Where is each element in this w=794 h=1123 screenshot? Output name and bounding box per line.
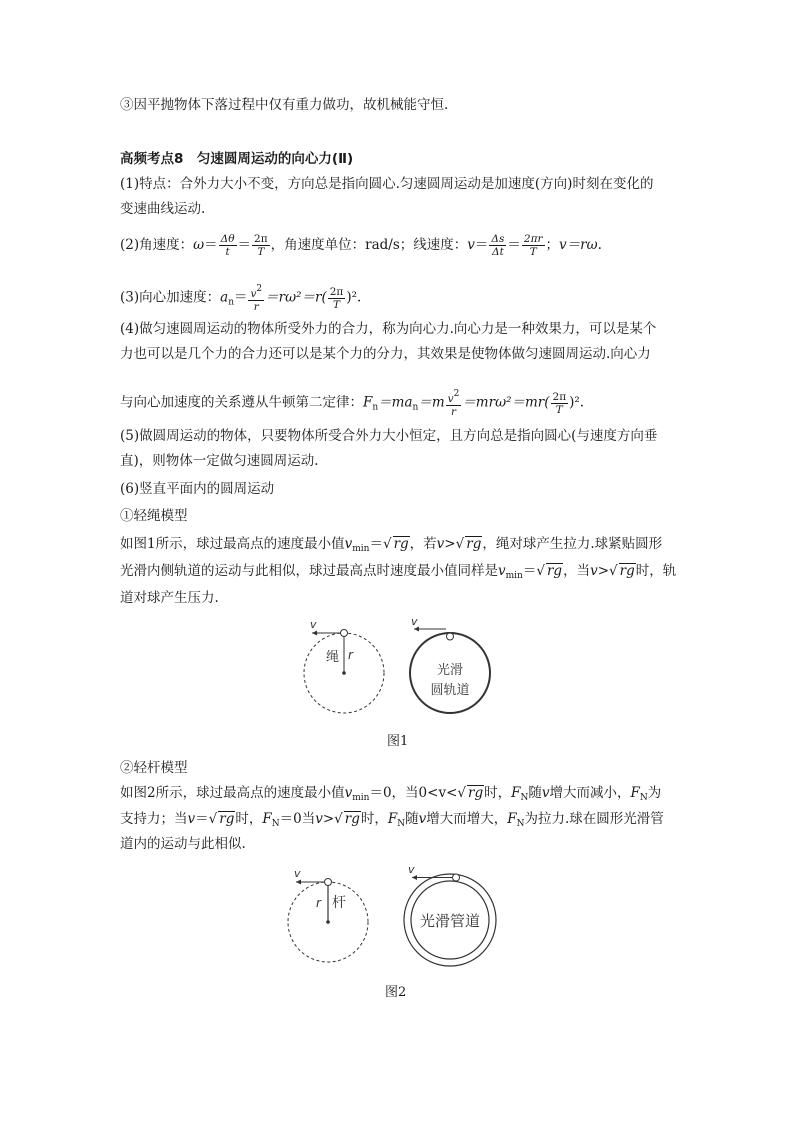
para-1-line-1: (1)特点：合外力大小不变，方向总是指向圆心.匀速圆周运动是加速度(方向)时刻在变化的 xyxy=(120,176,654,192)
text: 如图1所示，球过最高点的速度最小值 xyxy=(120,536,345,552)
F: F xyxy=(511,785,521,801)
fraction-2pi-T xyxy=(551,391,569,416)
fig2-v-right: v xyxy=(408,863,415,876)
fig2-r-label: r xyxy=(316,896,321,910)
text: 时，轨 xyxy=(635,563,677,579)
numerator: Δθ xyxy=(220,233,235,245)
v-greater: v> xyxy=(315,811,335,827)
text: ，绳对球产生拉力.球紧贴圆形 xyxy=(482,536,663,552)
text: 时， xyxy=(235,811,263,827)
label: (2)角速度： xyxy=(120,237,194,253)
v: v xyxy=(467,237,475,253)
para-2-angular-velocity xyxy=(120,233,680,258)
denominator: T xyxy=(257,246,265,258)
square: 2 xyxy=(256,284,263,294)
equals: ＝ xyxy=(195,811,209,827)
subscript-N: N xyxy=(271,819,280,829)
subscript-min: min xyxy=(352,544,370,554)
para-3-centripetal-acceleration xyxy=(120,283,680,313)
arrow-head xyxy=(296,880,301,885)
text: 时， xyxy=(360,811,388,827)
denominator: Δt xyxy=(491,246,504,258)
sqrt-rg: rg xyxy=(468,785,484,801)
numerator: 2π xyxy=(254,233,268,245)
sqrt-rg: rg xyxy=(219,811,235,827)
denominator: T xyxy=(529,246,537,258)
text: 为拉力.球在圆形光滑管 xyxy=(524,811,664,827)
model-1-title: ①轻绳模型 xyxy=(120,508,188,524)
text: 支持力；当 xyxy=(120,811,188,827)
subscript-n: n xyxy=(372,402,379,413)
equals: ＝ xyxy=(204,237,218,253)
unit-text: ，角速度单位：rad/s；线速度： xyxy=(270,237,468,253)
ball xyxy=(325,879,332,886)
v: v xyxy=(187,811,196,827)
text: ，当 xyxy=(563,563,591,579)
omega: ω xyxy=(193,237,205,253)
numerator: 2πr xyxy=(523,233,543,245)
model-2-line-3: 道内的运动与此相似. xyxy=(120,836,246,852)
fraction-2pir-T xyxy=(522,233,545,258)
denominator: T xyxy=(555,403,563,416)
equals: ＝ xyxy=(474,237,489,253)
model-2-line-2: 支持力；当v＝√ rg时，$F_N=0$当v>√ rg时，$F_N$随v增大而增大，$F_N$为拉力.球在圆形光滑管 xyxy=(120,811,664,829)
equals-ma: ＝ma xyxy=(378,394,413,411)
subscript-N: N xyxy=(639,793,648,803)
text: ，若 xyxy=(409,536,437,552)
fig1-r-label: r xyxy=(348,648,353,662)
denominator: T xyxy=(333,298,341,311)
equals-zero: ＝0，当0<v< xyxy=(369,785,458,801)
figure-2 xyxy=(282,862,512,974)
fraction-2pi-T xyxy=(328,286,346,311)
ball xyxy=(341,630,348,637)
para-5-line-1: (5)做圆周运动的物体，只要物体所受合外力大小恒定，且方向总是指向圆心(与速度方向垂 xyxy=(120,428,658,444)
sqrt-rg: rg xyxy=(393,536,409,552)
v: v xyxy=(447,393,454,405)
figure-2-caption: 图2 xyxy=(385,985,407,1000)
square: 2 xyxy=(453,389,460,399)
denominator: r xyxy=(450,406,456,418)
v-greater: v> xyxy=(590,563,610,579)
fig1-rope-label: 绳 xyxy=(326,650,340,665)
fig2-rod-label: 杆 xyxy=(332,895,346,911)
subscript-N: N xyxy=(397,819,406,829)
fig2-tube-label: 光滑管道 xyxy=(419,912,481,930)
sqrt-rg: rg xyxy=(619,563,635,579)
subscript-n: n xyxy=(228,297,234,308)
fig1-v-left: v xyxy=(310,618,317,631)
fraction-ds-dt xyxy=(489,233,506,258)
figure-1 xyxy=(290,615,510,727)
ball xyxy=(453,874,460,881)
equals: ＝ xyxy=(522,563,537,579)
model-2-title: ②轻杆模型 xyxy=(120,760,188,776)
v: v xyxy=(250,288,257,300)
arrow-head xyxy=(312,631,317,636)
equals: ＝ xyxy=(233,289,248,306)
fig1-track-label-1: 光滑 xyxy=(436,663,464,678)
v: v xyxy=(541,785,550,801)
item-3-text: ③因平抛物体下落过程中仅有重力做功，故机械能守恒. xyxy=(120,97,449,113)
text: ＝0当 xyxy=(279,811,316,827)
subscript-N: N xyxy=(520,793,529,803)
text: 为 xyxy=(647,785,662,801)
text: 随 xyxy=(528,785,542,801)
fraction-2pi-T xyxy=(252,233,270,258)
center-dot xyxy=(326,920,330,924)
separator: ； xyxy=(545,237,559,253)
subscript-min: min xyxy=(352,793,370,803)
para-4-line-3 xyxy=(120,388,680,418)
fraction-v2-r xyxy=(446,388,462,418)
para-6: (6)竖直平面内的圆周运动 xyxy=(120,481,275,497)
v: v xyxy=(344,785,353,801)
sqrt-rg: rg xyxy=(344,811,360,827)
v: v xyxy=(344,536,353,552)
para-5-line-2: 直)，则物体一定做匀速圆周运动. xyxy=(120,453,319,469)
denominator: r xyxy=(253,301,259,313)
ball xyxy=(447,633,454,640)
fraction-v2-r xyxy=(248,283,264,313)
fig1-track-label-2: 圆轨道 xyxy=(430,683,470,698)
v-greater: v> xyxy=(436,536,456,552)
para-4-line-1: (4)做匀速圆周运动的物体所受外力的合力，称为向心力.向心力是一种效果力，可以是某个 xyxy=(120,321,657,337)
a: a xyxy=(220,289,229,306)
v-equals-r-omega: v＝rω xyxy=(559,237,598,253)
text: 随 xyxy=(405,811,419,827)
sqrt-rg: rg xyxy=(546,563,563,579)
model-2-line-1: 如图2所示，球过最高点的速度最小值$v_{min}=0$，当0<v<√ rg时，$F_N$随v增大而减小，$F_N$为 xyxy=(120,785,662,803)
equals: ＝ xyxy=(237,237,252,253)
end: )². xyxy=(346,289,362,306)
para-1-line-2: 变速曲线运动. xyxy=(120,201,206,217)
subscript-N: N xyxy=(516,819,525,829)
period: . xyxy=(597,237,602,253)
model-1-line-3: 道对球产生压力. xyxy=(120,590,219,606)
equals: ＝ xyxy=(369,536,383,552)
v: v xyxy=(418,811,427,827)
denominator: t xyxy=(225,246,230,258)
numerator: 2π xyxy=(329,285,344,298)
fig2-v-left: v xyxy=(294,867,301,880)
text: 光滑内侧轨道的运动与此相似，球过最高点时速度最小值同样是 xyxy=(120,563,498,579)
model-1-line-2: 光滑内侧轨道的运动与此相似，球过最高点时速度最小值同样是$v_{min}=√$ rg，当v>√ rg时，轨 xyxy=(120,563,677,581)
para-4-line-2: 力也可以是几个力的合力还可以是某个力的分力，其效果是使物体做匀速圆周运动.向心力 xyxy=(120,346,651,362)
figure-1-caption: 图1 xyxy=(387,734,409,749)
middle-expression: ＝mrω²＝mr( xyxy=(462,394,550,411)
label: 与向心加速度的关系遵从牛顿第二定律： xyxy=(120,394,363,411)
label: (3)向心加速度： xyxy=(120,289,221,306)
subscript-n: n xyxy=(412,402,419,413)
fig1-v-right: v xyxy=(411,615,418,628)
sqrt-rg: rg xyxy=(466,536,482,552)
text: 增大而减小， xyxy=(549,785,631,801)
numerator: 2π xyxy=(552,390,567,403)
F: F xyxy=(262,811,272,827)
subscript-min: min xyxy=(505,571,523,581)
text: 增大而增大， xyxy=(426,811,508,827)
text: 时， xyxy=(484,785,512,801)
center-dot xyxy=(342,671,346,675)
v: v xyxy=(498,563,506,579)
section-heading: 高频考点8 匀速圆周运动的向心力(Ⅱ) xyxy=(120,151,354,167)
text: 如图2所示，球过最高点的速度最小值 xyxy=(120,785,345,801)
F: F xyxy=(387,811,398,827)
F: F xyxy=(507,811,517,827)
F: F xyxy=(363,394,373,411)
equals-m: ＝m xyxy=(418,394,445,411)
F: F xyxy=(630,785,640,801)
middle-expression: ＝rω²＝r( xyxy=(265,289,327,306)
end: )². xyxy=(569,394,585,411)
model-1-line-1: 如图1所示，球过最高点的速度最小值$v_{min}=√$ rg，若v>√ rg，绳对球产生拉力.球紧贴圆形 xyxy=(120,536,663,554)
fraction-dtheta-t xyxy=(219,233,237,258)
equals: ＝ xyxy=(507,237,521,253)
numerator: Δs xyxy=(491,233,505,245)
